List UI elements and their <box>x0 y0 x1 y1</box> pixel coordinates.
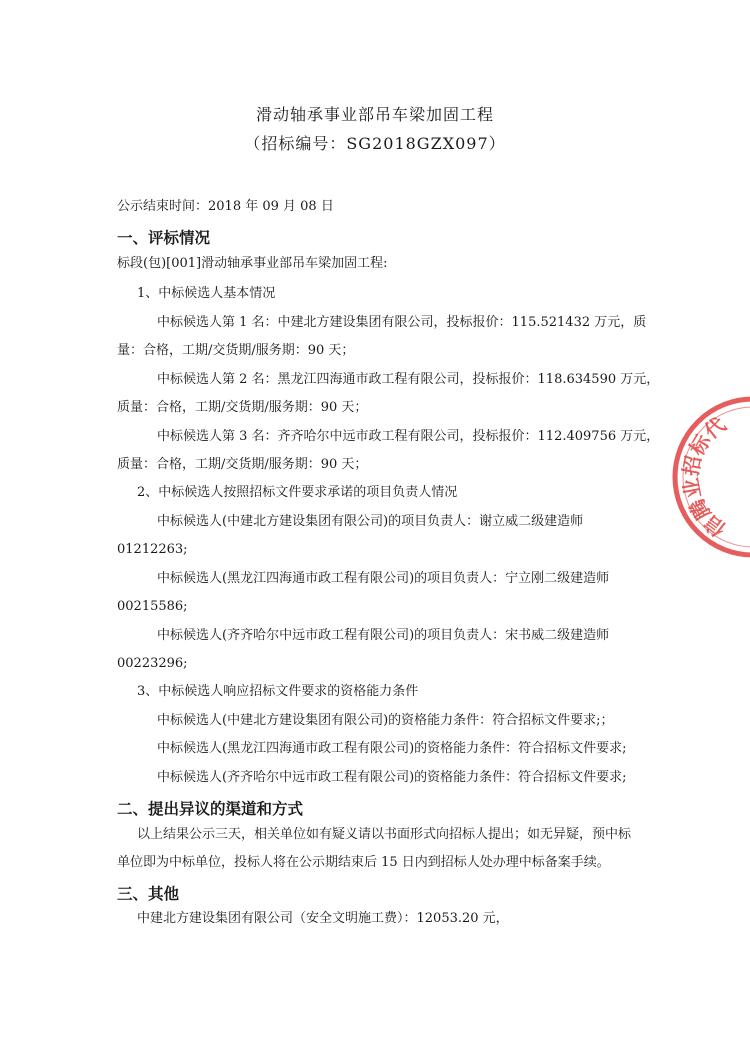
section1-heading: 一、评标情况 <box>117 229 211 247</box>
manager1-line1: 中标候选人(中建北方建设集团有限公司)的项目负责人：谢立威二级建造师 <box>157 514 584 529</box>
qualification3: 中标候选人(齐齐哈尔中远市政工程有限公司)的资格能力条件：符合招标文件要求; <box>157 770 627 785</box>
qualification2: 中标候选人(黑龙江四海通市政工程有限公司)的资格能力条件：符合招标文件要求; <box>157 741 627 756</box>
qualification1: 中标候选人(中建北方建设集团有限公司)的资格能力条件：符合招标文件要求;； <box>157 713 614 728</box>
document-title: 滑动轴承事业部吊车梁加固工程 <box>255 105 494 124</box>
section2-heading: 二、提出异议的渠道和方式 <box>117 800 304 818</box>
manager3-line2: 00223296; <box>117 656 188 671</box>
candidate2-line2: 质量：合格，工期/交货期/服务期：90 天； <box>117 400 368 415</box>
sub3-heading: 3、中标候选人响应招标文件要求的资格能力条件 <box>137 684 419 699</box>
official-seal-stamp <box>668 392 750 562</box>
svg-text:信腾业招标代: 信腾业招标代 <box>678 412 731 542</box>
manager1-line2: 01212263; <box>117 542 188 557</box>
objection-line1: 以上结果公示三天，相关单位如有疑义请以书面形式向招标人提出；如无异疑，预中标 <box>137 827 632 842</box>
manager2-line1: 中标候选人(黑龙江四海通市政工程有限公司)的项目负责人：宁立刚二级建造师 <box>157 571 610 586</box>
objection-line2: 单位即为中标单位，投标人将在公示期结束后 15 日内到招标人处办理中标备案手续。 <box>117 855 610 870</box>
section3-heading: 三、其他 <box>117 885 180 903</box>
lot-line: 标段(包)[001]滑动轴承事业部吊车梁加固工程: <box>117 256 388 271</box>
manager2-line2: 00215586; <box>117 599 188 614</box>
candidate2-line1: 中标候选人第 2 名：黑龙江四海通市政工程有限公司，投标报价：118.634590 万元， <box>157 372 660 387</box>
candidate1-line1: 中标候选人第 1 名：中建北方建设集团有限公司，投标报价：115.521432 万元，质 <box>157 315 647 330</box>
other-line1: 中建北方建设集团有限公司（安全文明施工费）：12053.20 元， <box>137 911 509 926</box>
sub1-heading: 1、中标候选人基本情况 <box>137 286 276 301</box>
sub2-heading: 2、中标候选人按照招标文件要求承诺的项目负责人情况 <box>137 485 458 500</box>
candidate3-line1: 中标候选人第 3 名：齐齐哈尔中远市政工程有限公司，投标报价：112.409756 万元， <box>157 429 660 444</box>
candidate3-line2: 质量：合格，工期/交货期/服务期：90 天； <box>117 457 368 472</box>
candidate1-line2: 量：合格，工期/交货期/服务期：90 天； <box>117 343 355 358</box>
tender-number: （招标编号：SG2018GZX097） <box>244 134 506 153</box>
publicity-end-time: 公示结束时间：2018 年 09 月 08 日 <box>117 199 334 214</box>
manager3-line1: 中标候选人(齐齐哈尔中远市政工程有限公司)的项目负责人：宋书威二级建造师 <box>157 628 610 643</box>
